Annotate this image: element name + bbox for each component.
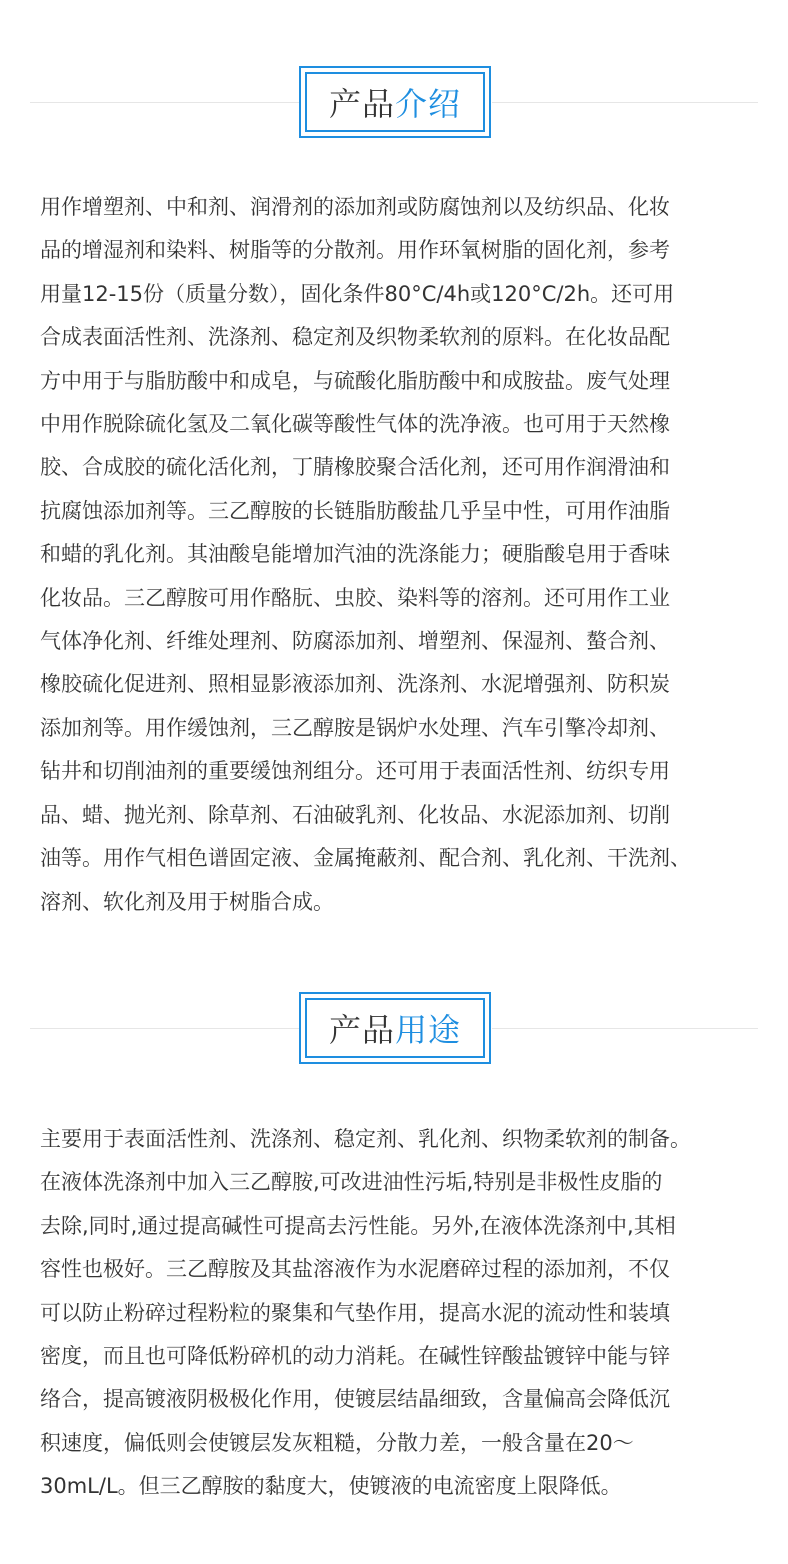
paragraph-line: 可以防止粉碎过程粉粒的聚集和气垫作用，提高水泥的流动性和装填 bbox=[40, 1300, 670, 1325]
divider-line bbox=[30, 102, 300, 103]
intro-paragraph bbox=[40, 186, 768, 924]
paragraph-line: 在液体洗涤剂中加入三乙醇胺,可改进油性污垢,特别是非极性皮脂的 bbox=[40, 1170, 663, 1195]
section-title-main: 产品 bbox=[328, 1011, 395, 1049]
section-header-usage bbox=[0, 988, 788, 1068]
usage-paragraph bbox=[40, 1118, 768, 1509]
section-title-frame bbox=[299, 66, 491, 138]
divider-line bbox=[492, 102, 758, 103]
paragraph-line: 合成表面活性剂、洗涤剂、稳定剂及织物柔软剂的原料。在化妆品配 bbox=[40, 325, 670, 350]
paragraph-line: 添加剂等。用作缓蚀剂，三乙醇胺是锅炉水处理、汽车引擎冷却剂、 bbox=[40, 715, 670, 740]
paragraph-line: 主要用于表面活性剂、洗涤剂、稳定剂、乳化剂、织物柔软剂的制备。 bbox=[40, 1127, 691, 1151]
section-title-main: 产品 bbox=[328, 85, 395, 123]
paragraph-line: 钻井和切削油剂的重要缓蚀剂组分。还可用于表面活性剂、纺织专用 bbox=[40, 759, 670, 784]
paragraph-line: 积速度，偏低则会使镀层发灰粗糙，分散力差，一般含量在20～ bbox=[40, 1430, 634, 1455]
section-header-intro bbox=[0, 62, 788, 142]
section-title-accent: 介绍 bbox=[395, 85, 462, 123]
paragraph-line: 抗腐蚀添加剂等。三乙醇胺的长链脂肪酸盐几乎呈中性，可用作油脂 bbox=[40, 498, 670, 523]
section-title-frame bbox=[299, 992, 491, 1064]
paragraph-line: 溶剂、软化剂及用于树脂合成。 bbox=[40, 889, 334, 914]
paragraph-line: 橡胶硫化促进剂、照相显影液添加剂、洗涤剂、水泥增强剂、防积炭 bbox=[40, 672, 670, 697]
paragraph-line: 和蜡的乳化剂。其油酸皂能增加汽油的洗涤能力；硬脂酸皂用于香味 bbox=[40, 542, 670, 567]
paragraph-line: 去除,同时,通过提高碱性可提高去污性能。另外,在液体洗涤剂中,其相 bbox=[40, 1213, 676, 1238]
paragraph-line: 络合，提高镀液阴极极化作用，使镀层结晶细致，含量偏高会降低沉 bbox=[40, 1387, 670, 1412]
paragraph-line: 油等。用作气相色谱固定液、金属掩蔽剂、配合剂、乳化剂、干洗剂、 bbox=[40, 846, 691, 871]
paragraph-line: 容性也极好。三乙醇胺及其盐溶液作为水泥磨碎过程的添加剂，不仅 bbox=[40, 1257, 670, 1282]
paragraph-line: 化妆品。三乙醇胺可用作酪朊、虫胶、染料等的溶剂。还可用作工业 bbox=[40, 585, 670, 610]
paragraph-line: 胶、合成胶的硫化活化剂，丁腈橡胶聚合活化剂，还可用作润滑油和 bbox=[40, 455, 670, 480]
paragraph-line: 密度，而且也可降低粉碎机的动力消耗。在碱性锌酸盐镀锌中能与锌 bbox=[40, 1344, 670, 1369]
paragraph-line: 用量12-15份（质量分数），固化条件80°C/4h或120°C/2h。还可用 bbox=[40, 281, 675, 306]
paragraph-line: 方中用于与脂肪酸中和成皂，与硫酸化脂肪酸中和成胺盐。废气处理 bbox=[40, 368, 670, 393]
section-title-accent: 用途 bbox=[395, 1011, 462, 1049]
paragraph-line: 品的增湿剂和染料、树脂等的分散剂。用作环氧树脂的固化剂，参考 bbox=[40, 238, 670, 263]
paragraph-line: 用作增塑剂、中和剂、润滑剂的添加剂或防腐蚀剂以及纺织品、化妆 bbox=[40, 195, 670, 219]
section-title bbox=[305, 72, 485, 132]
paragraph-line: 30mL/L。但三乙醇胺的黏度大，使镀液的电流密度上限降低。 bbox=[40, 1474, 622, 1499]
paragraph-line: 中用作脱除硫化氢及二氧化碳等酸性气体的洗净液。也可用于天然橡 bbox=[40, 412, 670, 437]
divider-line bbox=[492, 1028, 758, 1029]
paragraph-line: 气体净化剂、纤维处理剂、防腐添加剂、增塑剂、保湿剂、螯合剂、 bbox=[40, 629, 670, 654]
section-title bbox=[305, 998, 485, 1058]
paragraph-line: 品、蜡、抛光剂、除草剂、石油破乳剂、化妆品、水泥添加剂、切削 bbox=[40, 802, 670, 827]
divider-line bbox=[30, 1028, 300, 1029]
